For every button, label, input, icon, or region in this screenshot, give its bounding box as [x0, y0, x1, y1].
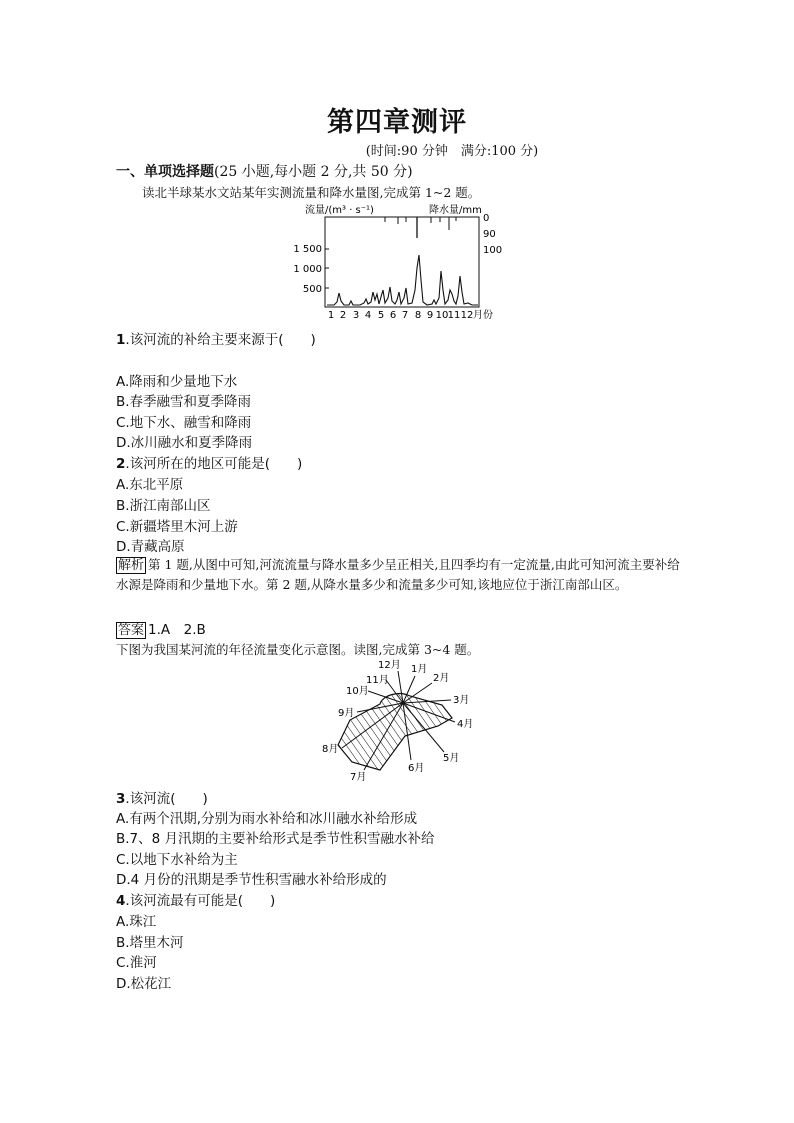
radar-month-label: 12月	[378, 660, 401, 671]
radar-month-label: 8月	[322, 744, 339, 755]
q4-option-a: A.珠江	[116, 914, 157, 930]
section-rest: (25 小题,每小题 2 分,共 50 分)	[214, 164, 413, 180]
month-tick: 10	[435, 310, 449, 321]
q2-option-c: C.新疆塔里木河上游	[116, 519, 238, 535]
section-heading	[116, 161, 413, 181]
month-tick: 2	[339, 310, 347, 321]
month-tick: 7	[401, 310, 409, 321]
month-tick: 8	[414, 310, 422, 321]
runoff-radar-diagram	[318, 655, 490, 785]
answer-tag: 答案	[118, 623, 145, 638]
answer-text: 1.A 2.B	[148, 622, 206, 638]
radar-month-label: 10月	[346, 686, 369, 697]
question-1	[116, 328, 316, 348]
chart1-right-tick: 100	[483, 245, 503, 256]
radar-month-label: 7月	[350, 772, 367, 783]
month-tick: 12	[460, 310, 474, 321]
exam-info: (时间:90 分钟 满分:100 分)	[365, 144, 539, 159]
analysis-block	[116, 555, 686, 595]
chart1-right-label: 降水量/mm	[429, 205, 482, 216]
intro-q1-2: 读北半球某水文站某年实测流量和降水量图,完成第 1~2 题。	[142, 185, 481, 200]
q1-number: 1	[116, 332, 126, 348]
month-tick: 4	[364, 310, 372, 321]
chart1-right-tick: 0	[483, 213, 490, 224]
radar-month-label: 6月	[408, 763, 425, 774]
q3-option-b: B.7、8 月汛期的主要补给形式是季节性积雪融水补给	[116, 831, 435, 847]
question-4	[116, 889, 275, 909]
q2-text: .该河所在的地区可能是( )	[125, 456, 303, 472]
q3-number: 3	[116, 791, 126, 807]
analysis-text: 第 1 题,从图中可知,河流流量与降水量多少呈正相关,且四季均有一定流量,由此可知河流主要补给水源是降雨和少量地下水。第 2 题,从降水量多少和流量多少可知,该地应位于浙江南部山区。	[116, 557, 680, 592]
q2-option-b: B.浙江南部山区	[116, 498, 211, 514]
radar-month-label: 1月	[411, 664, 428, 675]
q2-option-d: D.青藏高原	[116, 539, 185, 555]
q1-option-b: B.春季融雪和夏季降雨	[116, 394, 252, 410]
month-tick: 1	[327, 310, 335, 321]
question-3	[116, 787, 208, 807]
chart1-right-tick: 90	[483, 229, 496, 240]
q4-option-c: C.淮河	[116, 955, 157, 971]
month-tick: 3	[352, 310, 360, 321]
q3-text: .该河流( )	[125, 791, 208, 807]
q3-option-a: A.有两个汛期,分别为雨水补给和冰川融水补给形成	[116, 811, 418, 827]
chart1-left-tick: 500	[302, 284, 322, 295]
month-unit: 月份	[473, 310, 493, 321]
q2-number: 2	[116, 456, 126, 472]
chart1-left-tick: 1 000	[293, 264, 322, 275]
chart1-right-ticks	[483, 213, 502, 256]
radar-month-label: 11月	[366, 675, 389, 686]
chart1-left-label: 流量/(m³ · s⁻¹)	[305, 205, 374, 216]
radar-month-label: 3月	[453, 695, 470, 706]
radar-month-label: 4月	[457, 719, 474, 730]
q3-option-d: D.4 月份的汛期是季节性积雪融水补给形成的	[116, 872, 387, 888]
section-label: 一、单项选择题	[116, 164, 214, 180]
chart1-month-labels	[328, 309, 493, 321]
radar-month-label: 9月	[338, 708, 355, 719]
radar-month-label: 5月	[443, 753, 460, 764]
q2-option-a: A.东北平原	[116, 477, 184, 493]
flow-precip-chart	[290, 198, 512, 326]
flow-line	[327, 255, 478, 305]
q4-option-b: B.塔里木河	[116, 935, 184, 951]
chart1-precip-bars	[385, 217, 456, 238]
q4-number: 4	[116, 893, 126, 909]
chart1-left-tick: 1 500	[293, 244, 322, 255]
question-2	[116, 452, 302, 472]
q4-option-d: D.松花江	[116, 976, 172, 992]
q3-option-c: C.以地下水补给为主	[116, 852, 238, 868]
month-tick: 9	[426, 310, 434, 321]
chart1-left-ticks	[293, 244, 329, 295]
answer-block	[116, 618, 206, 639]
month-tick: 11	[447, 310, 461, 321]
month-tick: 6	[389, 310, 397, 321]
intro-q3-4: 下图为我国某河流的年径流量变化示意图。读图,完成第 3~4 题。	[116, 642, 480, 657]
chart1-frame	[325, 217, 479, 307]
month-tick: 5	[377, 310, 385, 321]
page-title: 第四章测评	[327, 107, 467, 138]
radar-month-label: 2月	[433, 673, 450, 684]
q1-text: .该河流的补给主要来源于( )	[125, 332, 316, 348]
q1-option-a: A.降雨和少量地下水	[116, 374, 238, 390]
q4-text: .该河流最有可能是( )	[125, 893, 276, 909]
q1-option-d: D.冰川融水和夏季降雨	[116, 435, 253, 451]
analysis-tag: 解析	[118, 558, 145, 573]
q1-option-c: C.地下水、融雪和降雨	[116, 415, 252, 431]
